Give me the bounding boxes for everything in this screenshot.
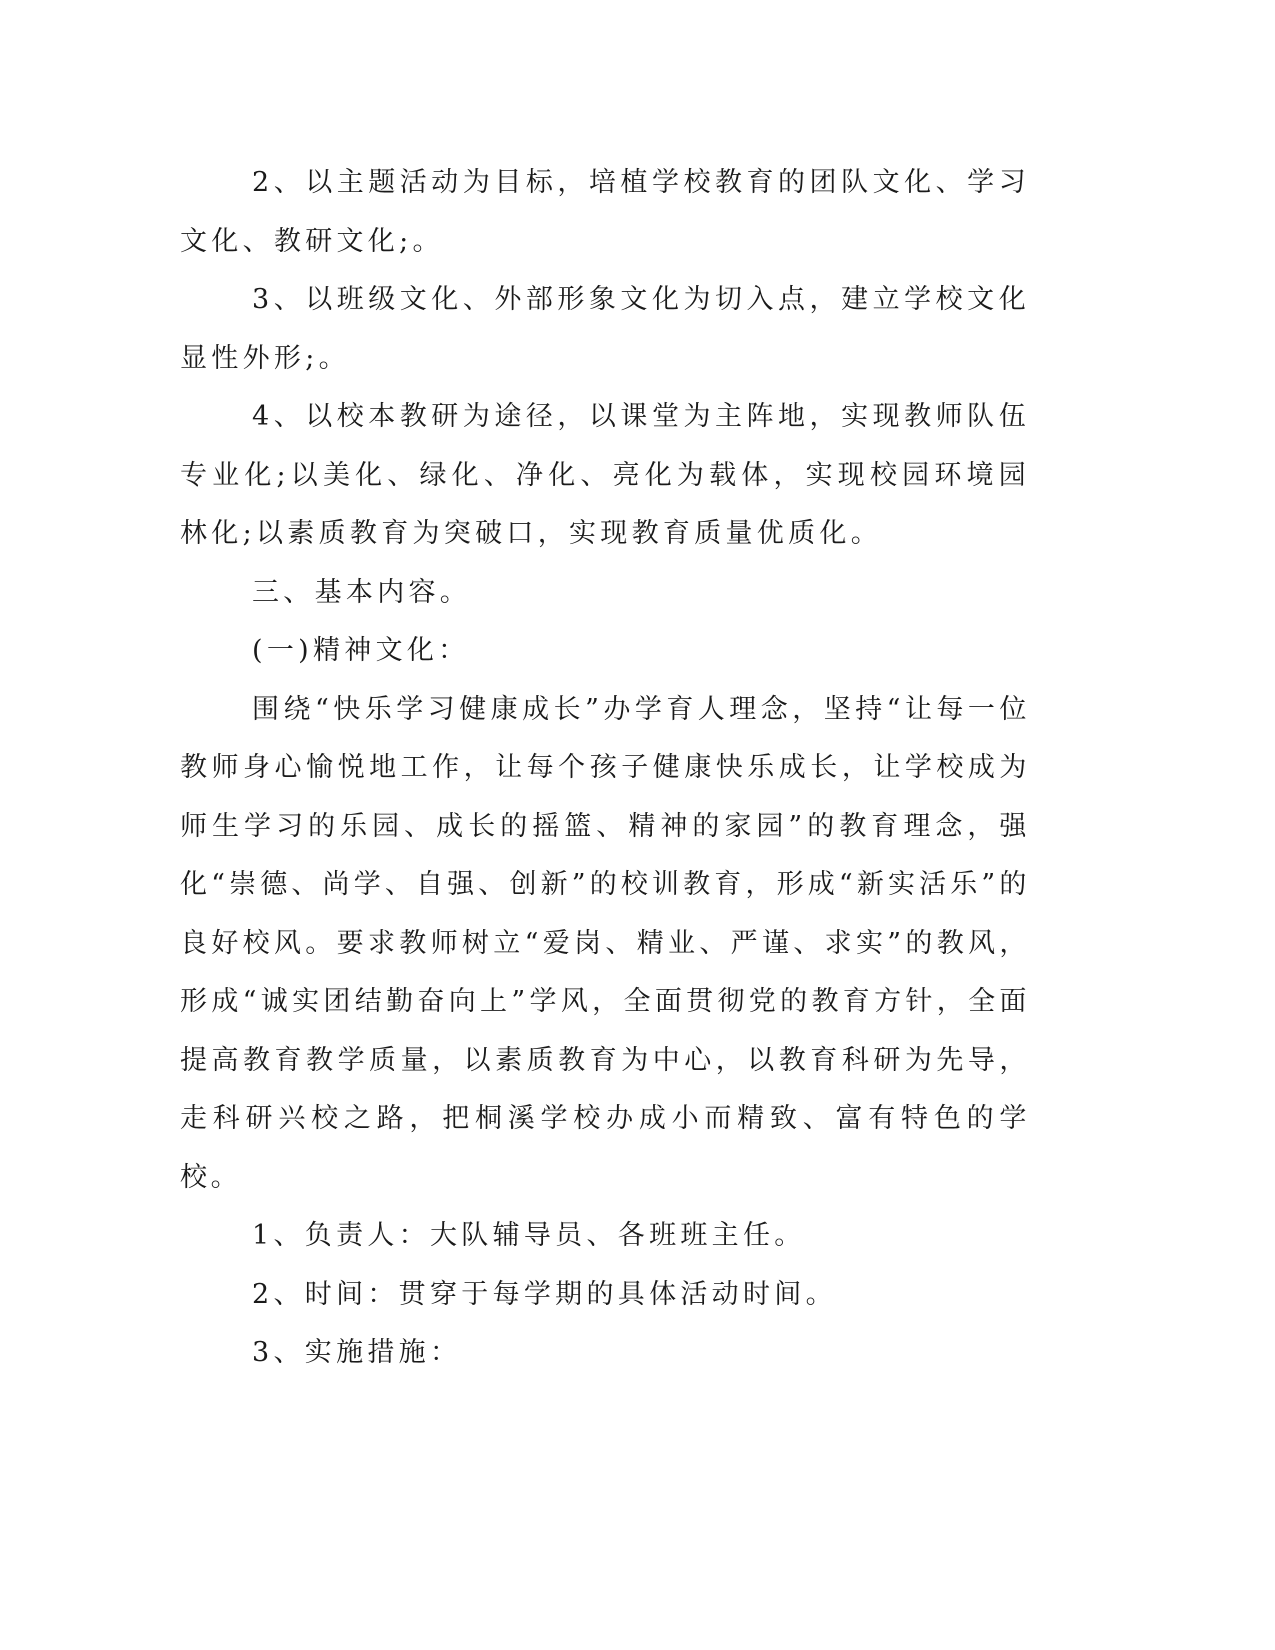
paragraph-item-4: 4、以校本教研为途径，以课堂为主阵地，实现教师队伍专业化;以美化、绿化、净化、亮化为载体，实现校园环境园林化;以素质教育为突破口，实现教育质量优质化。 xyxy=(180,401,1030,549)
paragraph-responsible-person: 1、负责人：大队辅导员、各班班主任。 xyxy=(252,1220,806,1251)
subsection-heading-spiritual-culture: (一)精神文化： xyxy=(252,635,470,666)
paragraph-item-3: 3、以班级文化、外部形象文化为切入点，建立学校文化显性外形;。 xyxy=(180,284,1030,374)
paragraph-spiritual-culture: 围绕“快乐学习健康成长”办学育人理念，坚持“让每一位教师身心愉悦地工作，让每个孩子健康快乐成长，让学校成为师生学习的乐园、成长的摇篮、精神的家园”的教育理念，强化“崇德、尚学、自强、创新”的校训教育，形成“新实活乐”的良好校风。要求教师树立“爱岗、精业、严谨、求实”的教风，形成“诚实团结勤奋向上”学风，全面贯彻党的教育方针，全面提高教育教学质量，以素质教育为中心，以教育科研为先导，走科研兴校之路，把桐溪学校办成小而精致、富有特色的学校。 xyxy=(180,693,1030,1193)
paragraph-item-2: 2、以主题活动为目标，培植学校教育的团队文化、学习文化、教研文化;。 xyxy=(180,167,1030,257)
section-heading-basic-content: 三、基本内容。 xyxy=(252,576,472,608)
paragraph-implementation-measures: 3、实施措施： xyxy=(252,1337,462,1368)
document-body xyxy=(180,154,1030,1383)
paragraph-time: 2、时间：贯穿于每学期的具体活动时间。 xyxy=(252,1278,837,1310)
